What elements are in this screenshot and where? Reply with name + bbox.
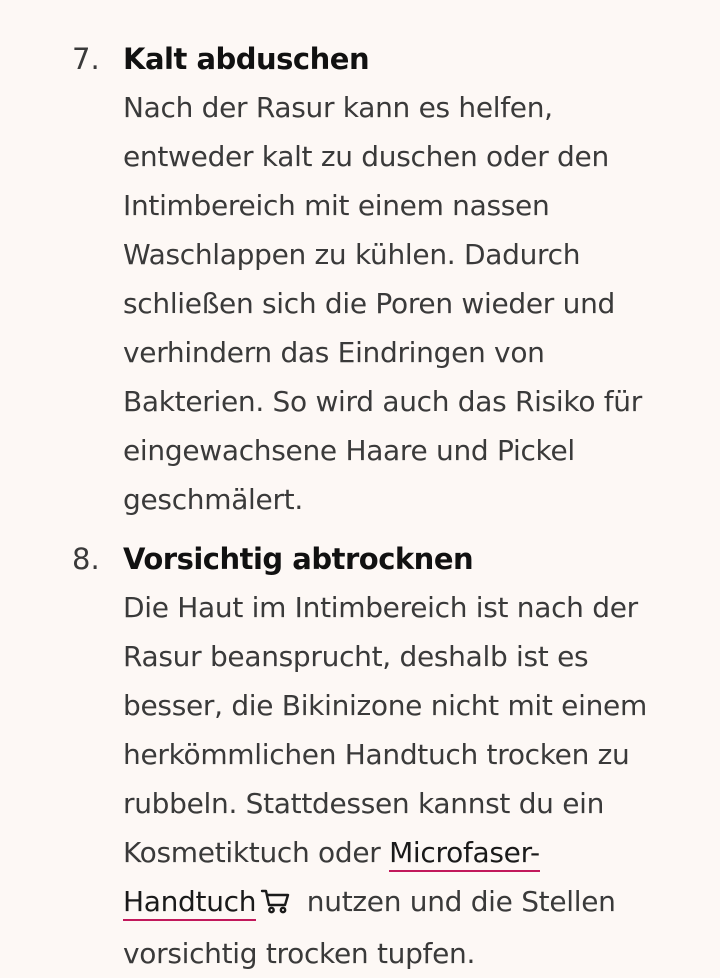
- step-text-before-link: Die Haut im Intimbereich ist nach der Rasur beansprucht, deshalb ist es besser, die Bikinizone nicht mit einem herkömmlichen Handtuch trocken zu rubbeln. Stattdessen kannst du ein Kosmetiktuch oder: [123, 591, 647, 869]
- step-title: Vorsichtig abtrocknen: [123, 542, 474, 576]
- list-item-7: [0, 36, 668, 524]
- list-number: 8.: [72, 542, 100, 576]
- step-text: Nach der Rasur kann es helfen, entweder kalt zu duschen oder den Intimbereich mit einem nassen Waschlappen zu kühlen. Dadurch schließen sich die Poren wieder und verhindern das Eindringen von Bakterien. So wird auch das Risiko für eingewachsene Haare und Pickel geschmälert.: [123, 91, 642, 516]
- shopping-cart-icon[interactable]: [260, 880, 292, 929]
- step-text-after-link: nutzen und die Stellen vorsichtig trocken tupfen.: [123, 885, 616, 970]
- list-number: 7.: [72, 42, 100, 76]
- step-text: [123, 583, 668, 978]
- microfaser-handtuch-link[interactable]: Microfaser-Handtuch: [123, 836, 540, 921]
- step-title: Kalt abduschen: [123, 42, 370, 76]
- list-item-8: [0, 536, 668, 978]
- numbered-list: [0, 36, 720, 978]
